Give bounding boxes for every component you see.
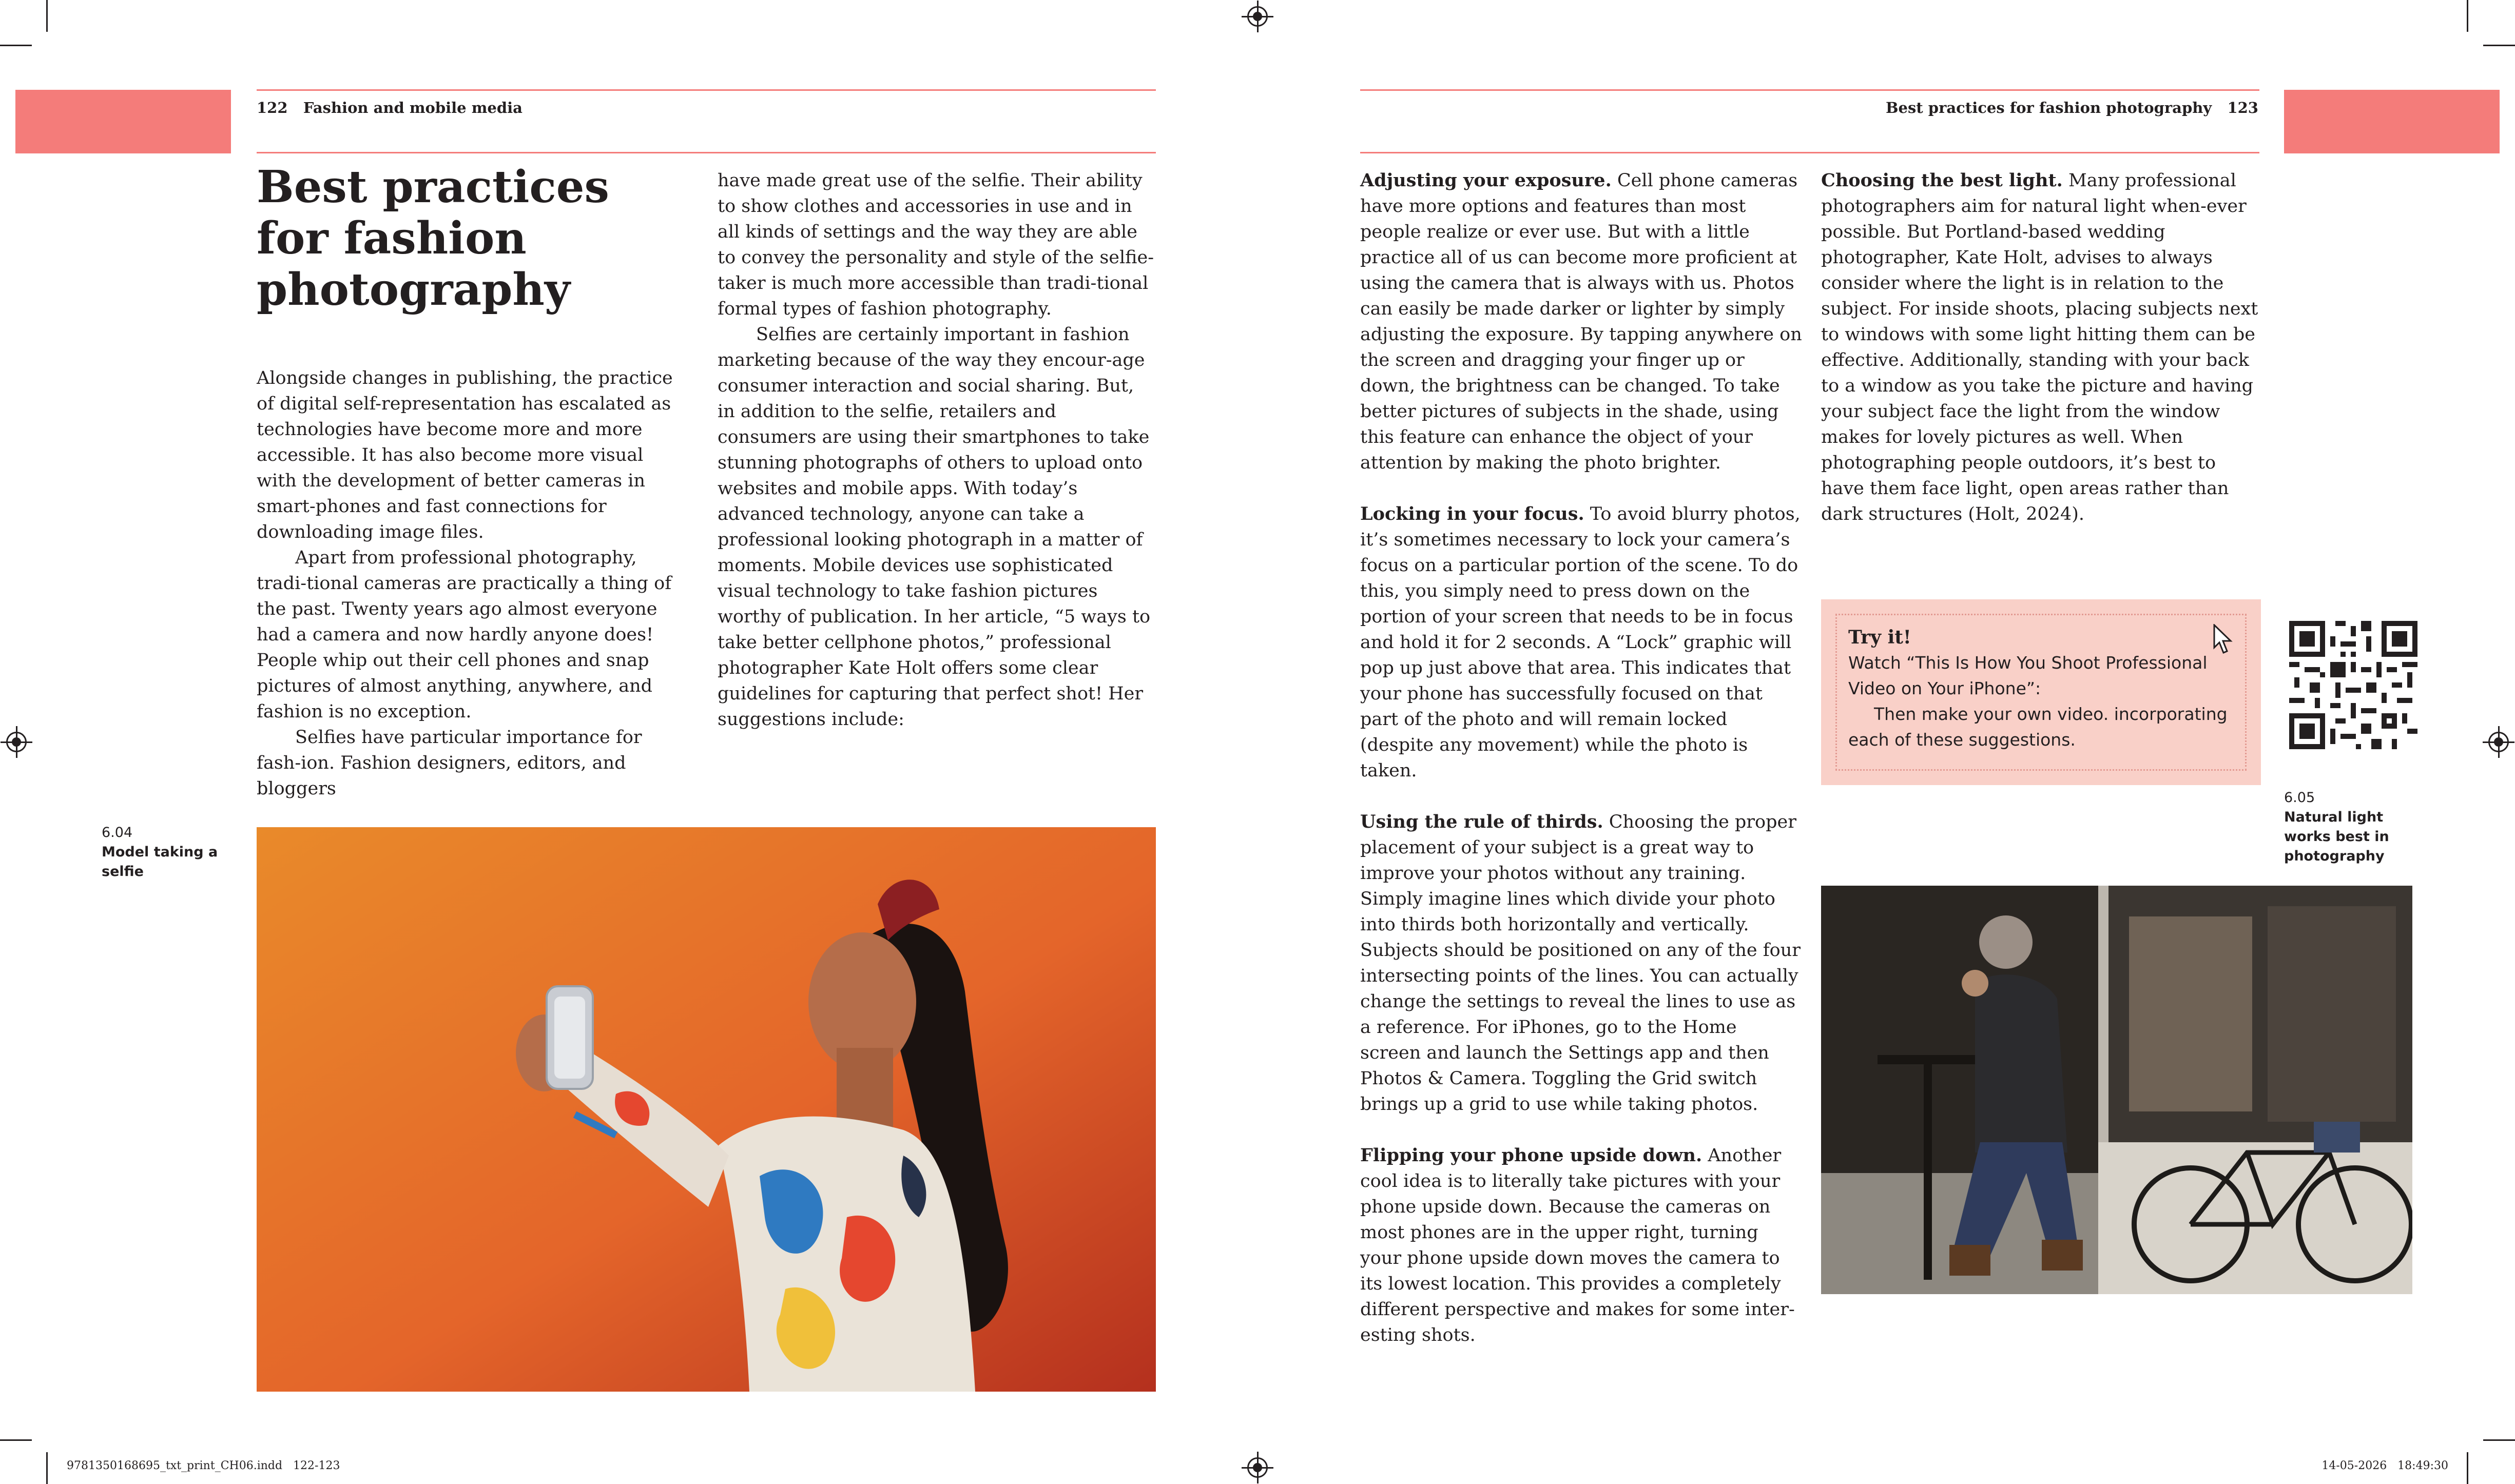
body-column-4: [1821, 168, 2264, 553]
left-color-tab: [15, 90, 231, 153]
crop-mark: [2483, 1439, 2515, 1441]
section-title: Best practices for fashion photography: [1886, 99, 2212, 116]
footer-timestamp: 14-05-2026 18:49:30: [2321, 1459, 2448, 1472]
try-it-text: Then make your own video. incorporating each of these suggestions.: [1848, 704, 2228, 750]
try-it-heading: Try it!: [1848, 627, 1911, 648]
try-it-box: [1821, 599, 2261, 785]
tip-paragraph: Choosing the best light. Many professional photographers aim for natural light when-ever possible. But Portland-based wedding photographer, Kate Holt, advises to always consider where the light is in relation to the subject. For inside shoots, placing subjects next to windows with some light hitting them can be effective. Additionally, standing with your back to a window as you take the picture and having your subject face the light from the window makes for lovely pictures as well. When photographing people outdoors, it’s best to have them face light, open areas rather than dark structures (Holt, 2024).: [1821, 170, 2258, 524]
figure-number: 6.04: [102, 825, 133, 841]
try-it-border: [1835, 614, 2247, 771]
natural-light-photo: [1821, 886, 2412, 1294]
tip-paragraph: Adjusting your exposure. Cell phone cameras have more options and features than most people realize or ever use. But with a little practice all of us can become more proficient at using the camera that is always with us. Photos can easily be made darker or lighter by simply adjusting the exposure. By tapping anywhere on the screen and dragging your finger up or down, the brightness can be changed. To take better pictures of subjects in the shade, using this feature can enhance the object of your attention by making the photo brighter.: [1360, 170, 1802, 473]
tip-heading: Choosing the best light.: [1821, 170, 2063, 191]
page-number: 122: [257, 99, 288, 116]
paragraph: Selfies are certainly important in fashion marketing because of the way they encour-age consumer interaction and social sharing. But, in addition to the selfie, retailers and consumers are using their smartphones to take stunning photographs of others to upload onto websites and mobile apps. With today’s advanced technology, anyone can take a professional looking photograph in a matter of moments. Mobile devices use sophisticated visual technology to take fashion pictures worthy of publication. In her article, “5 ways to take better cellphone photos,” professional photographer Kate Holt offers some clear guidelines for capturing that perfect shot! Her suggestions include:: [718, 324, 1151, 730]
tip-heading: Flipping your phone upside down.: [1360, 1145, 1703, 1166]
figure-number: 6.05: [2284, 790, 2315, 806]
crop-mark: [46, 1452, 48, 1484]
body-column-2: [718, 168, 1156, 732]
crop-mark: [0, 1439, 32, 1441]
registration-mark-icon: [2488, 732, 2509, 752]
figure-caption-text: Natural light works best in photography: [2284, 809, 2389, 864]
right-running-head: [1886, 99, 2258, 116]
selfie-photo: [257, 827, 1156, 1392]
body-column-1: [257, 365, 683, 802]
tip-heading: Locking in your focus.: [1360, 503, 1584, 524]
crop-mark: [2467, 0, 2468, 32]
header-rule-top: [257, 89, 1156, 91]
qr-code-icon: [2289, 621, 2417, 749]
right-color-tab: [2284, 90, 2500, 153]
figure-caption-text: Model taking a selfie: [102, 844, 218, 880]
tip-paragraph: Using the rule of thirds. Choosing the proper placement of your subject is a great way to improve your photos without any training. Simply imagine lines which divide your photo into thirds both horizontally and vertically. Subjects should be positioned on any of the four intersecting points of the lines. You can actually change the settings to reveal the lines to use as a reference. For iPhones, go to the Home screen and launch the Settings app and then Photos & Camera. Toggling the Grid switch brings up a grid to use while taking photos.: [1360, 811, 1801, 1115]
crop-mark: [2483, 45, 2515, 46]
crop-mark: [0, 45, 32, 46]
header-rule-bottom: [1360, 152, 2259, 153]
figure-caption: [2284, 788, 2407, 866]
registration-mark-icon: [6, 732, 27, 752]
registration-mark-icon: [1247, 6, 1268, 27]
footer-file-slug: 9781350168695_txt_print_CH06.indd 122-123: [67, 1459, 340, 1472]
paragraph: Selfies have particular importance for fash-ion. Fashion designers, editors, and bloggers: [257, 727, 642, 799]
paragraph: have made great use of the selfie. Their ability to show clothes and accessories in use and in all kinds of settings and the way they are able to convey the personality and style of the selfie-taker is much more accessible than tradi-tional formal types of fashion photography.: [718, 170, 1154, 319]
page-title: Best practices for fashion photography: [257, 161, 609, 316]
header-rule-bottom: [257, 152, 1156, 153]
registration-mark-icon: [1247, 1457, 1268, 1478]
crop-mark: [2467, 1452, 2468, 1484]
figure-caption: [102, 823, 225, 882]
body-column-3: [1360, 168, 1803, 1374]
page-number: 123: [2227, 99, 2258, 116]
tip-heading: Adjusting your exposure.: [1360, 170, 1612, 191]
header-rule-top: [1360, 89, 2259, 91]
paragraph: Apart from professional photography, tradi-tional cameras are practically a thing of the past. Twenty years ago almost everyone had a camera and now hardly anyone does! People whip out their cell phones and snap pictures of almost anything, anywhere, and fashion is no exception.: [257, 548, 672, 722]
chapter-title: Fashion and mobile media: [303, 99, 523, 116]
tip-paragraph: Flipping your phone upside down. Another cool idea is to literally take pictures with your phone upside down. Because the cameras on most phones are in the upper right, turning your phone upside down moves the camera to its lowest location. This provides a completely different perspective and makes for some inter-esting shots.: [1360, 1145, 1795, 1345]
paragraph: Alongside changes in publishing, the practice of digital self-representation has escalated as technologies have become more and more accessible. It has also become more visual with the development of better cameras in smart-phones and fast connections for downloading image files.: [257, 368, 673, 542]
tip-heading: Using the rule of thirds.: [1360, 811, 1603, 832]
crop-mark: [46, 0, 48, 32]
tip-paragraph: Locking in your focus. To avoid blurry photos, it’s sometimes necessary to lock your camera’s focus on a particular portion of the scene. To do this, you simply need to press down on the portion of your screen that needs to be in focus and hold it for 2 seconds. A “Lock” graphic will pop up just above that area. This indicates that your phone has successfully focused on that part of the photo and will remain locked (despite any movement) while the photo is taken.: [1360, 503, 1801, 781]
try-it-text: Watch “This Is How You Shoot Professional Video on Your iPhone”:: [1848, 653, 2208, 698]
left-running-head: [257, 99, 523, 116]
cursor-arrow-icon: [2213, 624, 2234, 655]
